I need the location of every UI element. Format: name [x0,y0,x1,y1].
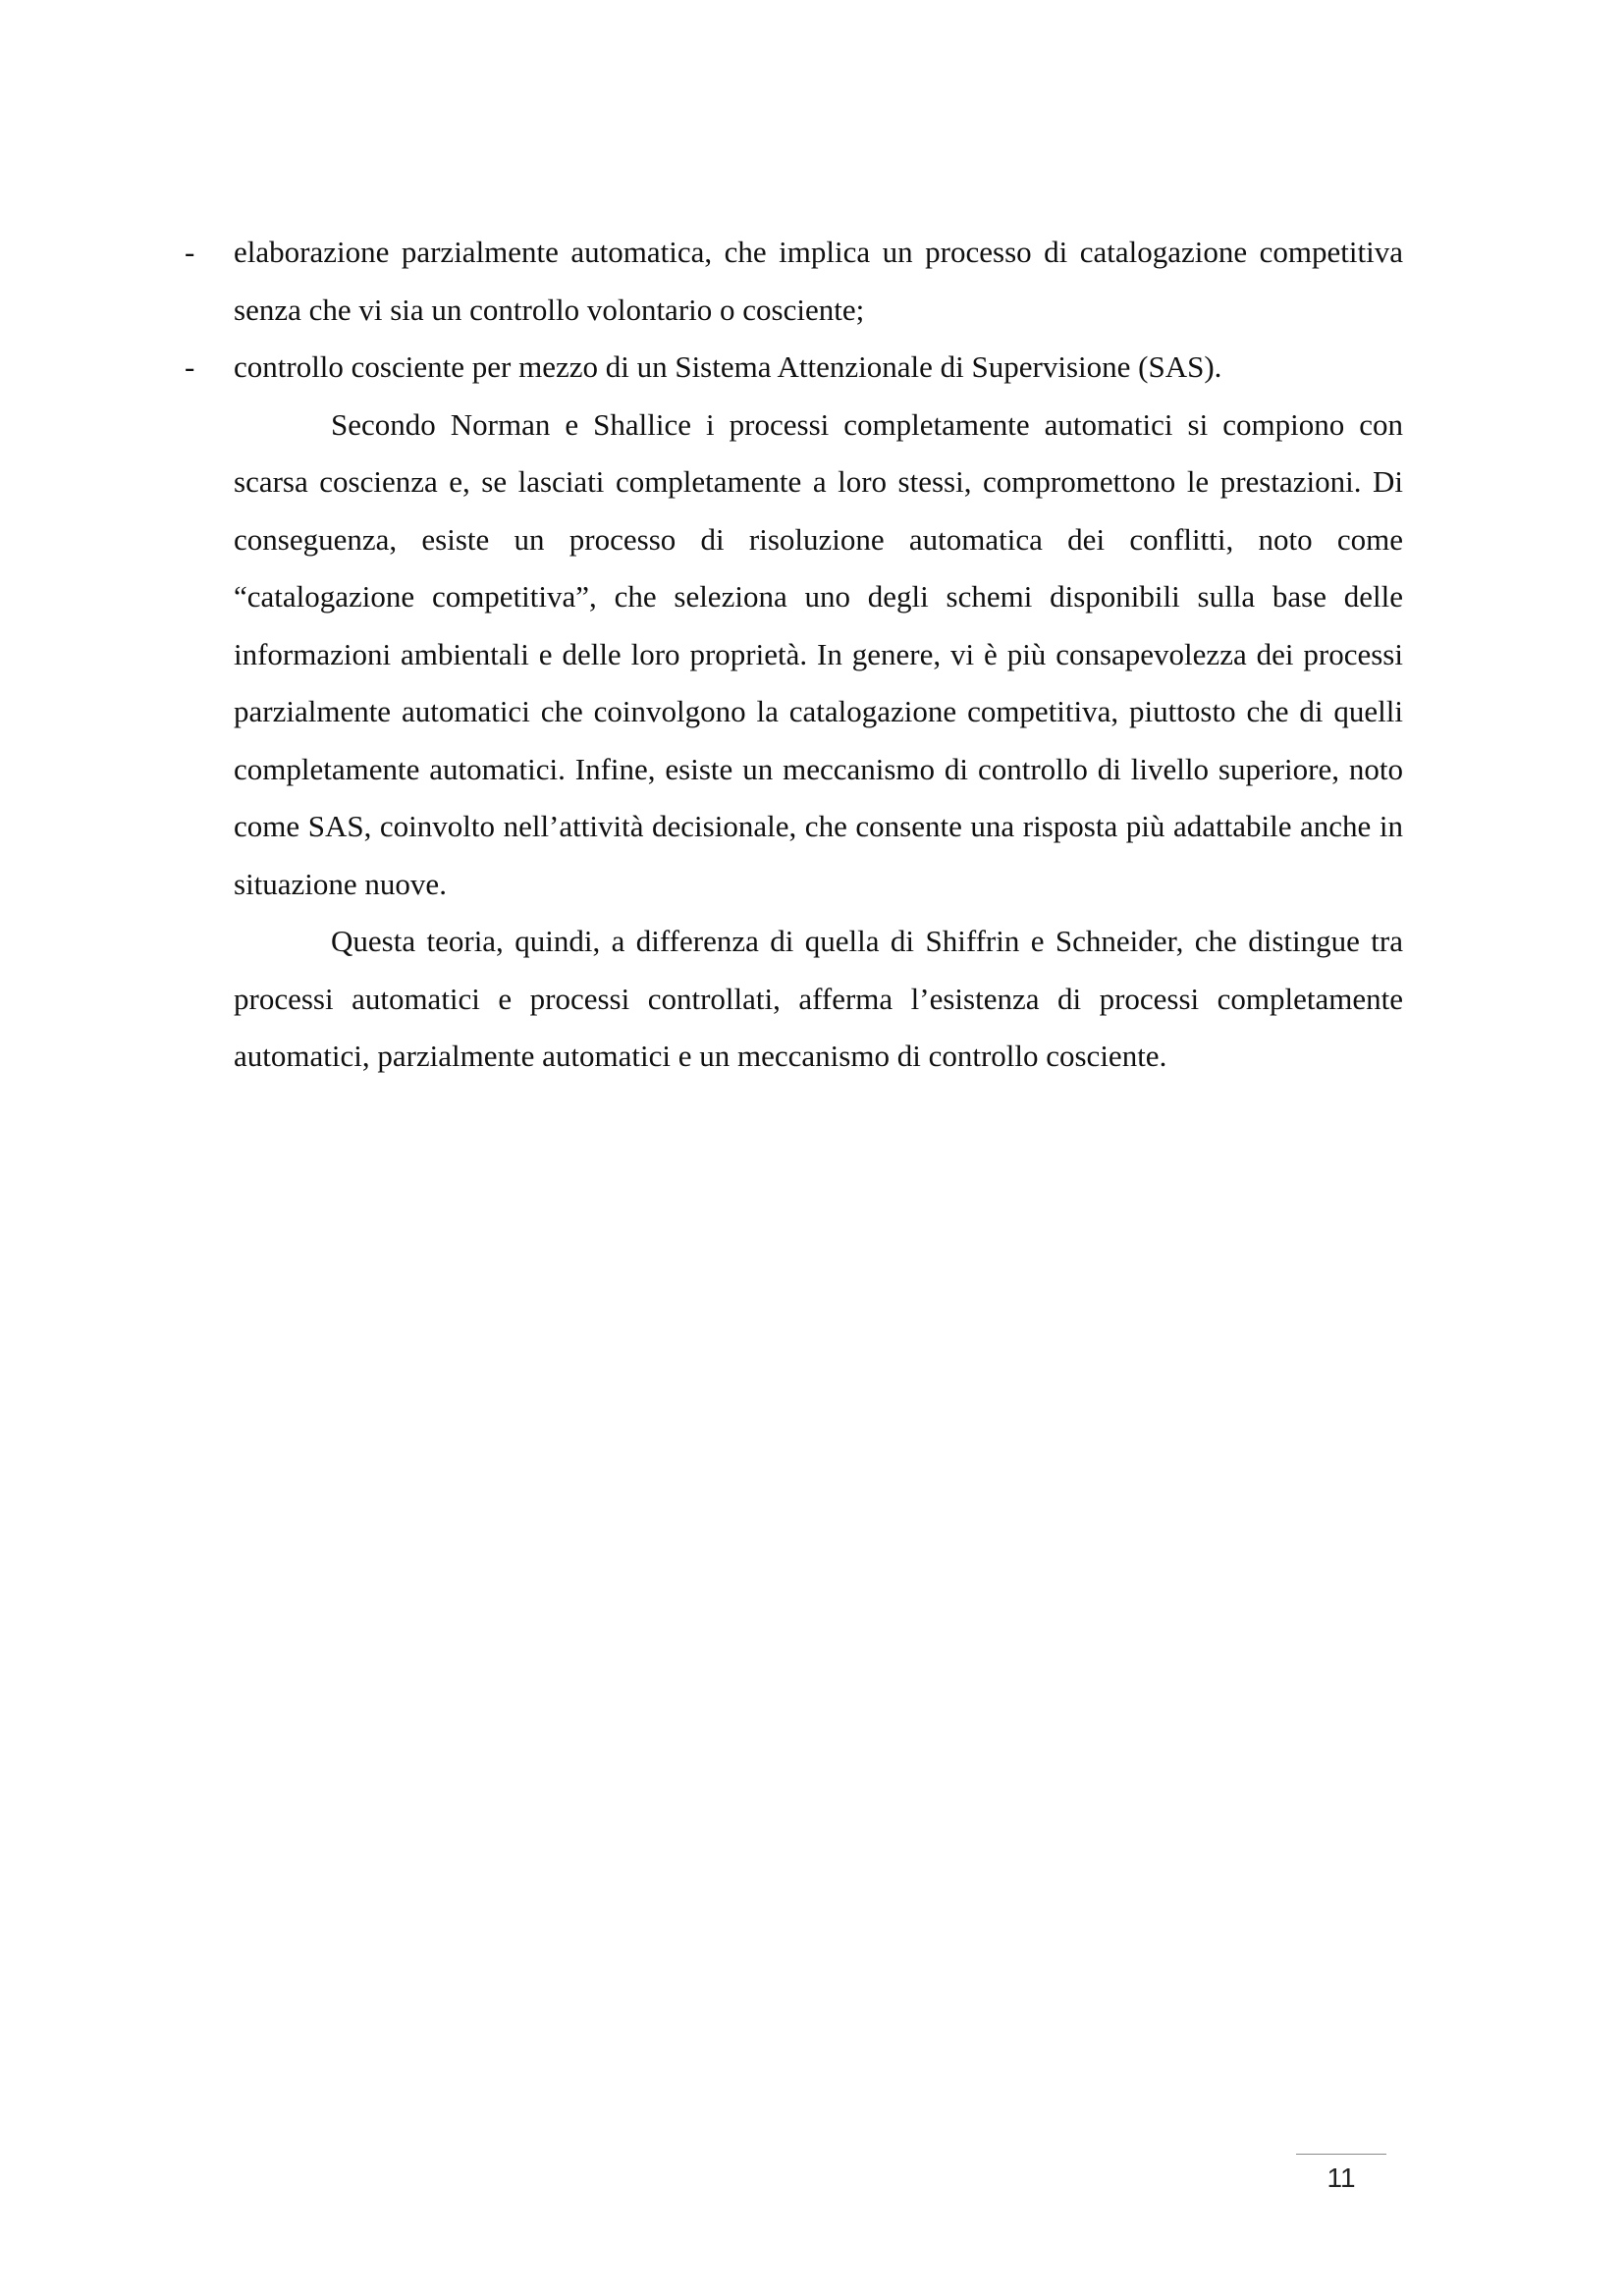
list-item-text: elaborazione parzialmente automatica, che implica un processo di catalogazione competitiva senza che vi sia un controllo volontario o cosciente; [234,235,1403,327]
paragraph-theory-summary: Questa teoria, quindi, a differenza di quella di Shiffrin e Schneider, che distingue tra processi automatici e processi controllati, afferma l’esistenza di processi completamente automatici, parzialmente automatici e un meccanismo di controllo cosciente. [234,924,1403,1073]
list-marker: - [185,235,195,269]
page-body [185,224,1403,1086]
list-item-text: controllo cosciente per mezzo di un Sistema Attenzionale di Supervisione (SAS). [234,349,1222,384]
list-item [185,339,1403,397]
list-item [185,224,1403,339]
paragraph-norman-shallice: Secondo Norman e Shallice i processi completamente automatici si compiono con scarsa coscienza e, se lasciati completamente a loro stessi, compromettono le prestazioni. Di conseguenza, esiste un processo di risoluzione automatica dei conflitti, noto come “catalogazione competitiva”, che seleziona uno degli schemi disponibili sulla base delle informazioni ambientali e delle loro proprietà. In genere, vi è più consapevolezza dei processi parzialmente automatici che coinvolgono la catalogazione competitiva, piuttosto che di quelli completamente automatici. Infine, esiste un meccanismo di controllo di livello superiore, noto come SAS, coinvolto nell’attività decisionale, che consente una risposta più adattabile anche in situazione nuove. [234,406,1403,901]
list-marker: - [185,349,195,384]
page-number: 11 [1326,2163,1356,2193]
footer-divider [1296,2154,1386,2155]
